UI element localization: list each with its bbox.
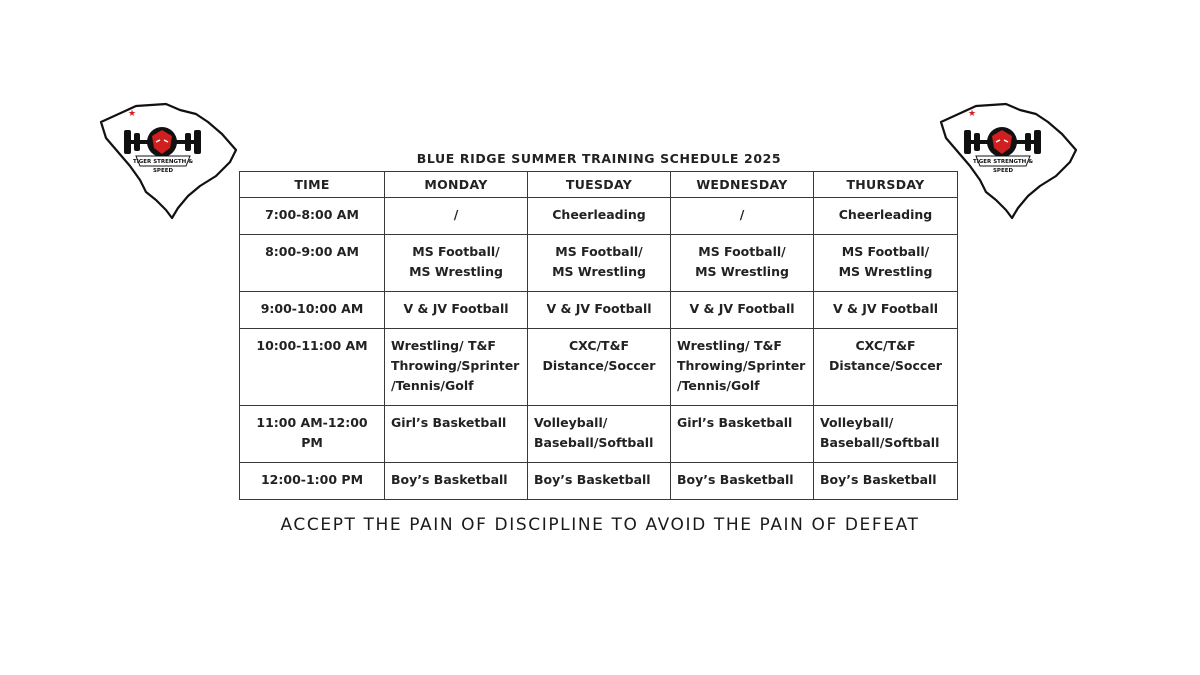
cell-line: Boy’s Basketball [534, 472, 651, 487]
cell-line: MS Wrestling [695, 264, 789, 279]
cell-line: Distance/Soccer [542, 358, 656, 373]
logo-text-line2: SPEED [152, 168, 174, 174]
time-cell [240, 329, 385, 406]
time-cell [240, 235, 385, 292]
monday-cell [385, 198, 528, 235]
thursday-cell [814, 235, 958, 292]
cell-line: MS Wrestling [552, 264, 646, 279]
tiger-strength-logo-right [936, 100, 1086, 230]
monday-cell [385, 463, 528, 500]
monday-cell [385, 235, 528, 292]
cell-line: Baseball/Softball [820, 435, 940, 450]
header-time: TIME [240, 172, 385, 198]
cell-line: Boy’s Basketball [677, 472, 794, 487]
cell-line: MS Wrestling [409, 264, 503, 279]
table-header-row [240, 172, 958, 198]
tuesday-cell [528, 292, 671, 329]
logo-text-line2: SPEED [992, 168, 1014, 174]
tuesday-cell [528, 329, 671, 406]
schedule-title: BLUE RIDGE SUMMER TRAINING SCHEDULE 2025 [416, 151, 782, 166]
table-row [240, 329, 958, 406]
table-row [240, 235, 958, 292]
cell-line: V & JV Football [832, 301, 939, 316]
cell-line: V & JV Football [689, 301, 795, 316]
tuesday-cell [528, 235, 671, 292]
header-monday: MONDAY [385, 172, 528, 198]
cell-line: Throwing/Sprinter [391, 358, 520, 373]
cell-line: Boy’s Basketball [391, 472, 508, 487]
wednesday-cell [671, 463, 814, 500]
wednesday-cell [671, 198, 814, 235]
cell-line: 11:00 AM-12:00 [256, 415, 368, 430]
cell-line: MS Football/ [555, 244, 643, 259]
cell-line: MS Football/ [412, 244, 500, 259]
cell-line: Boy’s Basketball [820, 472, 937, 487]
wednesday-cell [671, 406, 814, 463]
cell-line: MS Wrestling [838, 264, 933, 279]
table-row [240, 406, 958, 463]
thursday-cell [814, 292, 958, 329]
cell-line: Volleyball/ [534, 415, 608, 430]
south-carolina-map-icon [96, 100, 246, 230]
cell-line: Throwing/Sprinter [677, 358, 806, 373]
cell-line: 12:00-1:00 PM [260, 472, 364, 487]
time-cell [240, 463, 385, 500]
logo-text-line1: TIGER STRENGTH & [132, 159, 194, 165]
south-carolina-map-icon [936, 100, 1086, 230]
time-cell [240, 292, 385, 329]
cell-line: MS Football/ [698, 244, 786, 259]
cell-line: 7:00-8:00 AM [265, 207, 359, 222]
cell-line: Wrestling/ T&F [391, 338, 496, 353]
time-cell [240, 198, 385, 235]
table-row [240, 292, 958, 329]
wednesday-cell [671, 329, 814, 406]
cell-line: Volleyball/ [820, 415, 894, 430]
thursday-cell [814, 463, 958, 500]
thursday-cell [814, 198, 958, 235]
schedule-table [239, 171, 958, 500]
svg-text:★: ★ [128, 109, 137, 119]
cell-line: Baseball/Softball [534, 435, 654, 450]
thursday-cell [814, 406, 958, 463]
monday-cell [385, 406, 528, 463]
cell-line: Cheerleading [838, 207, 933, 222]
cell-line: Girl’s Basketball [391, 415, 507, 430]
cell-line: /Tennis/Golf [677, 378, 760, 393]
wednesday-cell [671, 235, 814, 292]
cell-line: CXC/T&F [568, 338, 630, 353]
wednesday-cell [671, 292, 814, 329]
cell-line: V & JV Football [546, 301, 652, 316]
cell-line: Wrestling/ T&F [677, 338, 782, 353]
tuesday-cell [528, 406, 671, 463]
cell-line: Distance/Soccer [829, 358, 942, 373]
tuesday-cell [528, 198, 671, 235]
cell-line: V & JV Football [403, 301, 509, 316]
monday-cell [385, 292, 528, 329]
cell-line: /Tennis/Golf [391, 378, 474, 393]
monday-cell [385, 329, 528, 406]
svg-text:★: ★ [968, 109, 977, 119]
table-row [240, 198, 958, 235]
header-tuesday: TUESDAY [528, 172, 671, 198]
logo-text-line1: TIGER STRENGTH & [972, 159, 1034, 165]
cell-line: / [739, 207, 745, 222]
motto-text: ACCEPT THE PAIN OF DISCIPLINE TO AVOID THE PAIN OF DEFEAT [280, 515, 920, 535]
table-row [240, 463, 958, 500]
cell-line: Girl’s Basketball [677, 415, 793, 430]
tiger-strength-logo-left [96, 100, 246, 230]
cell-line: MS Football/ [841, 244, 930, 259]
cell-line: PM [301, 435, 323, 450]
cell-line: CXC/T&F [855, 338, 916, 353]
tuesday-cell [528, 463, 671, 500]
cell-line: 10:00-11:00 AM [256, 338, 368, 353]
thursday-cell [814, 329, 958, 406]
cell-line: 9:00-10:00 AM [260, 301, 364, 316]
cell-line: Cheerleading [552, 207, 646, 222]
header-thursday: THURSDAY [814, 172, 958, 198]
cell-line: 8:00-9:00 AM [265, 244, 359, 259]
cell-line: / [453, 207, 459, 222]
header-wednesday: WEDNESDAY [671, 172, 814, 198]
time-cell [240, 406, 385, 463]
